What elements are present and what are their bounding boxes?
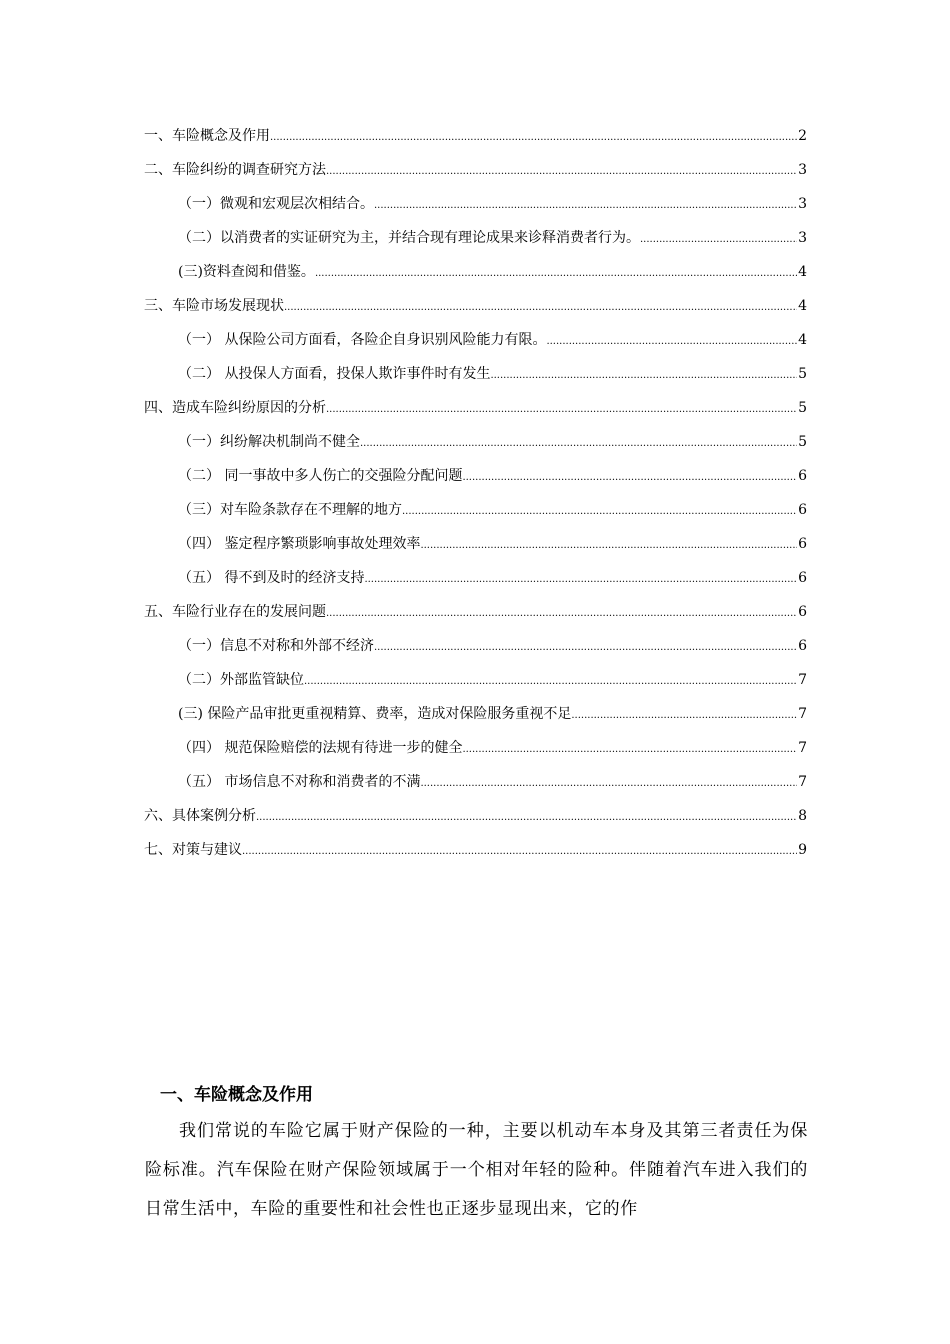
toc-leader-dots bbox=[326, 398, 797, 420]
toc-entry[interactable] bbox=[144, 806, 807, 840]
toc-entry[interactable] bbox=[144, 500, 807, 534]
toc-entry-page-number: 9 bbox=[798, 842, 807, 858]
toc-entry-page-number: 5 bbox=[798, 366, 807, 382]
toc-entry-title: 二、车险纠纷的调查研究方法 bbox=[144, 162, 326, 178]
toc-entry-page-number: 6 bbox=[798, 468, 807, 484]
toc-entry-page-number: 4 bbox=[798, 264, 807, 280]
toc-entry-title: （一）微观和宏观层次相结合。 bbox=[178, 196, 374, 212]
toc-entry[interactable] bbox=[144, 126, 807, 160]
toc-entry-title: (三)资料查阅和借鉴。 bbox=[178, 264, 315, 280]
toc-entry-title: （二） 从投保人方面看，投保人欺诈事件时有发生 bbox=[178, 366, 491, 382]
toc-leader-dots bbox=[315, 262, 797, 284]
toc-entry-page-number: 7 bbox=[798, 672, 807, 688]
toc-entry-page-number: 8 bbox=[798, 808, 807, 824]
toc-entry[interactable] bbox=[144, 364, 807, 398]
toc-entry-title: （一）纠纷解决机制尚不健全 bbox=[178, 434, 360, 450]
toc-entry-page-number: 3 bbox=[798, 196, 807, 212]
toc-entry-title: （二）以消费者的实证研究为主，并结合现有理论成果来诊释消费者行为。 bbox=[178, 230, 640, 246]
toc-entry-title: （二）外部监管缺位 bbox=[178, 672, 304, 688]
toc-leader-dots bbox=[270, 126, 797, 148]
toc-leader-dots bbox=[304, 670, 797, 692]
toc-entry-title: （二） 同一事故中多人伤亡的交强险分配问题 bbox=[178, 468, 463, 484]
toc-entry-page-number: 5 bbox=[798, 434, 807, 450]
toc-leader-dots bbox=[326, 160, 797, 182]
toc-entry[interactable] bbox=[144, 704, 807, 738]
toc-entry-page-number: 7 bbox=[798, 740, 807, 756]
toc-entry[interactable] bbox=[144, 602, 807, 636]
toc-leader-dots bbox=[546, 330, 797, 352]
toc-entry-page-number: 3 bbox=[798, 162, 807, 178]
toc-entry-title: （五） 市场信息不对称和消费者的不满 bbox=[178, 774, 421, 790]
toc-leader-dots bbox=[640, 228, 797, 250]
toc-entry-page-number: 5 bbox=[798, 400, 807, 416]
toc-entry-page-number: 7 bbox=[798, 774, 807, 790]
toc-leader-dots bbox=[326, 602, 797, 624]
toc-entry[interactable] bbox=[144, 840, 807, 874]
toc-entry[interactable] bbox=[144, 534, 807, 568]
toc-entry[interactable] bbox=[144, 194, 807, 228]
toc-entry-title: （四） 规范保险赔偿的法规有待进一步的健全 bbox=[178, 740, 463, 756]
toc-entry-title: 六、具体案例分析 bbox=[144, 808, 256, 824]
toc-entry[interactable] bbox=[144, 228, 807, 262]
body-paragraph: 我们常说的车险它属于财产保险的一种，主要以机动车本身及其第三者责任为保险标准。汽车保险在财产保险领域属于一个相对年轻的险种。伴随着汽车进入我们的日常生活中，车险的重要性和社会性也正逐步显现出来，它的作 bbox=[145, 1121, 808, 1219]
toc-entry-page-number: 4 bbox=[798, 332, 807, 348]
toc-entry-title: 一、车险概念及作用 bbox=[144, 128, 270, 144]
toc-leader-dots bbox=[402, 500, 797, 522]
toc-entry-title: 四、造成车险纠纷原因的分析 bbox=[144, 400, 326, 416]
toc-leader-dots bbox=[364, 568, 797, 590]
table-of-contents bbox=[144, 126, 807, 874]
toc-leader-dots bbox=[462, 466, 797, 488]
toc-leader-dots bbox=[462, 738, 797, 760]
toc-leader-dots bbox=[420, 772, 797, 794]
toc-entry[interactable] bbox=[144, 330, 807, 364]
toc-entry-page-number: 2 bbox=[798, 128, 807, 144]
toc-entry-title: 七、对策与建议 bbox=[144, 842, 242, 858]
toc-entry[interactable] bbox=[144, 160, 807, 194]
toc-leader-dots bbox=[571, 704, 797, 726]
toc-entry-page-number: 6 bbox=[798, 536, 807, 552]
toc-leader-dots bbox=[374, 636, 797, 658]
toc-entry-page-number: 6 bbox=[798, 604, 807, 620]
toc-leader-dots bbox=[256, 806, 797, 828]
toc-leader-dots bbox=[420, 534, 797, 556]
toc-entry[interactable] bbox=[144, 772, 807, 806]
toc-entry[interactable] bbox=[144, 466, 807, 500]
toc-entry-page-number: 7 bbox=[798, 706, 807, 722]
toc-entry[interactable] bbox=[144, 262, 807, 296]
toc-entry-title: （五） 得不到及时的经济支持 bbox=[178, 570, 365, 586]
toc-entry-title: （一）信息不对称和外部不经济 bbox=[178, 638, 374, 654]
toc-entry-title: 五、车险行业存在的发展问题 bbox=[144, 604, 326, 620]
toc-entry-title: (三) 保险产品审批更重视精算、费率，造成对保险服务重视不足 bbox=[178, 706, 572, 722]
toc-entry[interactable] bbox=[144, 636, 807, 670]
toc-entry-title: 三、车险市场发展现状 bbox=[144, 298, 284, 314]
toc-leader-dots bbox=[242, 840, 797, 862]
toc-entry[interactable] bbox=[144, 432, 807, 466]
toc-entry[interactable] bbox=[144, 738, 807, 772]
toc-leader-dots bbox=[374, 194, 797, 216]
toc-entry[interactable] bbox=[144, 296, 807, 330]
toc-leader-dots bbox=[284, 296, 797, 318]
toc-entry-page-number: 6 bbox=[798, 638, 807, 654]
toc-leader-dots bbox=[360, 432, 797, 454]
section-heading: 一、车险概念及作用 bbox=[160, 1085, 313, 1105]
toc-entry[interactable] bbox=[144, 398, 807, 432]
toc-entry[interactable] bbox=[144, 670, 807, 704]
toc-leader-dots bbox=[490, 364, 797, 386]
toc-entry-title: （一） 从保险公司方面看，各险企自身识别风险能力有限。 bbox=[178, 332, 547, 348]
toc-entry-page-number: 6 bbox=[798, 570, 807, 586]
toc-entry[interactable] bbox=[144, 568, 807, 602]
toc-entry-page-number: 6 bbox=[798, 502, 807, 518]
toc-entry-title: （四） 鉴定程序繁琐影响事故处理效率 bbox=[178, 536, 421, 552]
toc-entry-page-number: 3 bbox=[798, 230, 807, 246]
toc-entry-title: （三）对车险条款存在不理解的地方 bbox=[178, 502, 402, 518]
toc-entry-page-number: 4 bbox=[798, 298, 807, 314]
